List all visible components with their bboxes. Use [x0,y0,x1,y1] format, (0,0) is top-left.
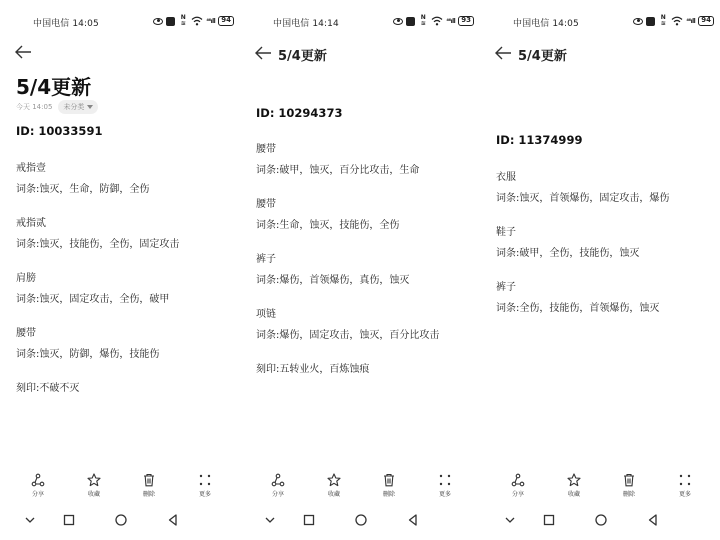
chevron-down-icon[interactable] [22,512,38,528]
mute-icon [646,17,655,26]
more-label: 更多 [198,491,211,498]
trash-icon [622,473,636,487]
id-line[interactable]: ID: 11374999 [496,133,583,147]
delete-label: 删除 [142,491,155,498]
status-icons [393,15,474,27]
signal-icon: ⁴⁶ıll [686,17,696,25]
status-bar [480,13,720,31]
item-attrs[interactable]: 词条:蚀灭，首领爆伤，固定攻击，爆伤 [496,193,670,204]
engraving-line[interactable]: 刻印:五转业火，百炼蚀痕 [256,364,370,375]
status-carrier-time: 中国电信 14:05 [513,19,579,29]
back-triangle-icon[interactable] [405,512,421,528]
signal-icon: ⁴⁶ıll [446,17,456,25]
status-bar [0,13,240,31]
screen-2 [240,0,480,540]
recent-apps-icon[interactable] [541,512,557,528]
mute-icon [166,17,175,26]
wifi-icon [671,16,683,26]
wifi-icon [431,16,443,26]
back-arrow-icon[interactable] [494,46,512,60]
chevron-down-icon [87,105,93,109]
more-icon [438,473,452,487]
item-attrs[interactable]: 词条:破甲，全伤，技能伤，蚀灭 [496,248,640,259]
home-icon[interactable] [353,512,369,528]
signal-icon: ⁴⁶ıll [206,17,216,25]
delete-button[interactable] [609,473,649,503]
eye-icon [153,18,163,25]
bottom-toolbar [480,473,720,503]
item-name[interactable]: 裤子 [496,282,516,293]
note-meta [16,100,98,114]
screen-1 [0,0,240,540]
system-nav-bar [240,512,480,528]
more-button[interactable] [185,473,225,503]
wifi-icon [191,16,203,26]
item-attrs[interactable]: 词条:破甲，蚀灭，百分比攻击，生命 [256,165,420,176]
item-name[interactable]: 项链 [256,309,276,320]
more-button[interactable] [665,473,705,503]
share-icon [511,473,525,487]
more-button[interactable] [425,473,465,503]
list-item [256,253,478,308]
share-label: 分享 [271,491,284,498]
note-title[interactable]: 5/4更新 [16,75,92,99]
list-item [16,217,238,272]
list-item [256,198,478,253]
id-line[interactable]: ID: 10033591 [16,124,103,138]
star-icon [87,473,101,487]
share-icon [31,473,45,487]
star-icon [327,473,341,487]
item-name[interactable]: 腰带 [256,144,276,155]
engraving-line[interactable]: 刻印:不破不灭 [16,383,80,394]
recent-apps-icon[interactable] [61,512,77,528]
status-icons [633,15,714,27]
list-item [256,308,478,363]
battery-icon: 94 [698,16,714,26]
battery-icon: 93 [458,16,474,26]
delete-label: 删除 [382,491,395,498]
back-arrow-icon[interactable] [14,45,32,59]
item-attrs[interactable]: 词条:蚀灭，生命，防御，全伤 [16,184,150,195]
list-item [16,327,238,382]
delete-button[interactable] [369,473,409,503]
star-icon [567,473,581,487]
item-attrs[interactable]: 词条:全伤，技能伤，首领爆伤，蚀灭 [496,303,660,314]
bottom-toolbar [240,473,480,503]
favorite-label: 收藏 [87,491,100,498]
back-triangle-icon[interactable] [645,512,661,528]
back-triangle-icon[interactable] [165,512,181,528]
trash-icon [382,473,396,487]
item-attrs[interactable]: 词条:爆伤，固定攻击，蚀灭，百分比攻击 [256,330,440,341]
more-label: 更多 [438,491,451,498]
item-name[interactable]: 腰带 [16,328,36,339]
item-name[interactable]: 戒指壹 [16,163,46,174]
chevron-down-icon[interactable] [502,512,518,528]
page-title: 5/4更新 [278,49,327,64]
list-item [256,143,478,198]
list-item [496,226,718,281]
more-label: 更多 [678,491,691,498]
item-name[interactable]: 衣服 [496,172,516,183]
item-attrs[interactable]: 词条:蚀灭，技能伤，全伤，固定攻击 [16,239,180,250]
item-attrs[interactable]: 词条:蚀灭，防御，爆伤，技能伤 [16,349,160,360]
favorite-button[interactable] [314,473,354,503]
eye-icon [633,18,643,25]
favorite-label: 收藏 [327,491,340,498]
item-list [496,171,718,336]
favorite-button[interactable] [74,473,114,503]
back-arrow-icon[interactable] [254,46,272,60]
favorite-label: 收藏 [567,491,580,498]
list-item [16,272,238,327]
home-icon[interactable] [113,512,129,528]
status-carrier-time: 中国电信 14:14 [273,19,339,29]
status-icons [153,15,234,27]
share-button[interactable] [258,473,298,503]
chevron-down-icon[interactable] [262,512,278,528]
favorite-button[interactable] [554,473,594,503]
note-time: 今天 14:05 [16,103,53,111]
status-bar [240,13,480,31]
system-nav-bar [480,512,720,528]
delete-button[interactable] [129,473,169,503]
delete-label: 删除 [622,491,635,498]
nfc-icon: N ≋ [420,14,426,27]
item-name[interactable]: 腰带 [256,199,276,210]
share-label: 分享 [511,491,524,498]
item-attrs[interactable]: 词条:爆伤，首领爆伤，真伤，蚀灭 [256,275,410,286]
item-list [16,162,238,396]
bottom-toolbar [0,473,240,503]
status-carrier-time: 中国电信 14:05 [33,19,99,29]
category-label: 未分类 [63,103,85,111]
screen-3 [480,0,720,540]
share-button[interactable] [18,473,58,503]
mute-icon [406,17,415,26]
id-line[interactable]: ID: 10294373 [256,106,343,120]
item-attrs[interactable]: 词条:生命，蚀灭，技能伤，全伤 [256,220,400,231]
category-dropdown[interactable] [58,100,98,114]
item-name[interactable]: 肩膀 [16,273,36,284]
share-button[interactable] [498,473,538,503]
page-title: 5/4更新 [518,49,567,64]
list-item [496,281,718,336]
item-list [256,143,478,377]
nfc-icon: N ≋ [660,14,666,27]
battery-icon: 94 [218,16,234,26]
system-nav-bar [0,512,240,528]
trash-icon [142,473,156,487]
home-icon[interactable] [593,512,609,528]
recent-apps-icon[interactable] [301,512,317,528]
item-name[interactable]: 戒指贰 [16,218,46,229]
more-icon [678,473,692,487]
item-name[interactable]: 鞋子 [496,227,516,238]
nfc-icon: N ≋ [180,14,186,27]
more-icon [198,473,212,487]
item-name[interactable]: 裤子 [256,254,276,265]
share-label: 分享 [31,491,44,498]
item-attrs[interactable]: 词条:蚀灭，固定攻击，全伤，破甲 [16,294,170,305]
eye-icon [393,18,403,25]
share-icon [271,473,285,487]
list-item [16,162,238,217]
list-item [496,171,718,226]
